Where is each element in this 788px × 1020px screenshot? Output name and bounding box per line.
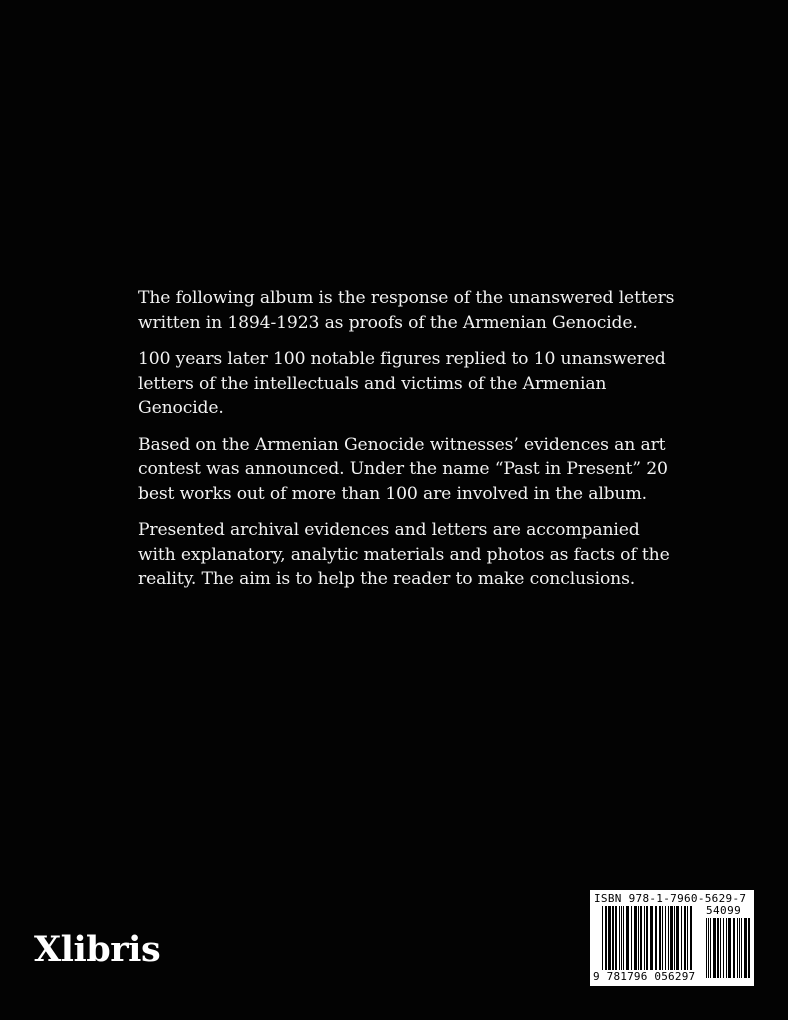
barcode-bar xyxy=(708,918,709,978)
barcode-bar xyxy=(706,918,707,978)
blurb-text xyxy=(138,286,678,604)
barcode-bar xyxy=(644,906,645,970)
barcode-bar xyxy=(631,906,632,970)
barcode-bar xyxy=(674,906,675,970)
barcode-bar xyxy=(659,906,661,970)
barcode-bar xyxy=(655,906,657,970)
barcode-bar xyxy=(650,906,653,970)
barcode-bar xyxy=(733,918,735,978)
barcode-bar xyxy=(728,918,731,978)
barcode-bar xyxy=(612,906,614,970)
barcode-bar xyxy=(615,906,617,970)
barcode-bar xyxy=(720,918,721,978)
barcode-bar xyxy=(684,906,686,970)
barcode-bar xyxy=(638,906,639,970)
barcode-bar xyxy=(634,906,637,970)
barcode-bar xyxy=(621,906,622,970)
barcode-bar xyxy=(744,918,747,978)
barcode-bar xyxy=(737,918,738,978)
blurb-paragraph-1: The following album is the response of the unanswered letters written in 1894-1923 as proofs of the Armenian Genocide. xyxy=(138,288,675,333)
publisher-logo: Xlibris xyxy=(34,929,161,970)
barcode-bar xyxy=(676,906,679,970)
barcode-bar xyxy=(739,918,740,978)
barcode-bar xyxy=(665,906,666,970)
price-addon-number: 54099 xyxy=(706,904,742,917)
barcode-bar xyxy=(687,906,688,970)
barcode-bar xyxy=(640,906,642,970)
barcode-bar xyxy=(723,918,724,978)
barcode-bar xyxy=(619,906,620,970)
barcode-bar xyxy=(605,906,607,970)
isbn-barcode xyxy=(590,890,754,986)
isbn-label: ISBN 978-1-7960-5629-7 xyxy=(594,892,747,905)
barcode-bar xyxy=(602,906,603,970)
barcode-bar xyxy=(623,906,624,970)
barcode-bar xyxy=(670,906,673,970)
barcode-bar xyxy=(608,906,611,970)
barcode-bar xyxy=(710,918,711,978)
barcode-bar xyxy=(662,906,663,970)
barcode-bar xyxy=(741,918,742,978)
barcode-bar xyxy=(690,906,692,970)
barcode-bar xyxy=(726,918,727,978)
barcode-bar xyxy=(626,906,629,970)
barcode-bar xyxy=(748,918,750,978)
blurb-paragraph-4: Presented archival evidences and letters are accompanied with explanatory, analytic materials and photos as facts of the reality. The aim is to help the reader to make conclusions. xyxy=(138,520,670,589)
barcode-bar xyxy=(681,906,682,970)
barcode-bar xyxy=(717,918,719,978)
ean-digits: 9 781796 056297 xyxy=(593,970,696,983)
barcode-bar xyxy=(668,906,669,970)
barcode-bar xyxy=(713,918,716,978)
blurb-paragraph-2: 100 years later 100 notable figures replied to 10 unanswered letters of the intellectuals and victims of the Armenian Genocide. xyxy=(138,349,666,418)
barcode-bar xyxy=(646,906,648,970)
blurb-paragraph-3: Based on the Armenian Genocide witnesses’ evidences an art contest was announced. Under the name “Past in Present” 20 best works out of more than 100 are involved in the album. xyxy=(138,434,668,504)
